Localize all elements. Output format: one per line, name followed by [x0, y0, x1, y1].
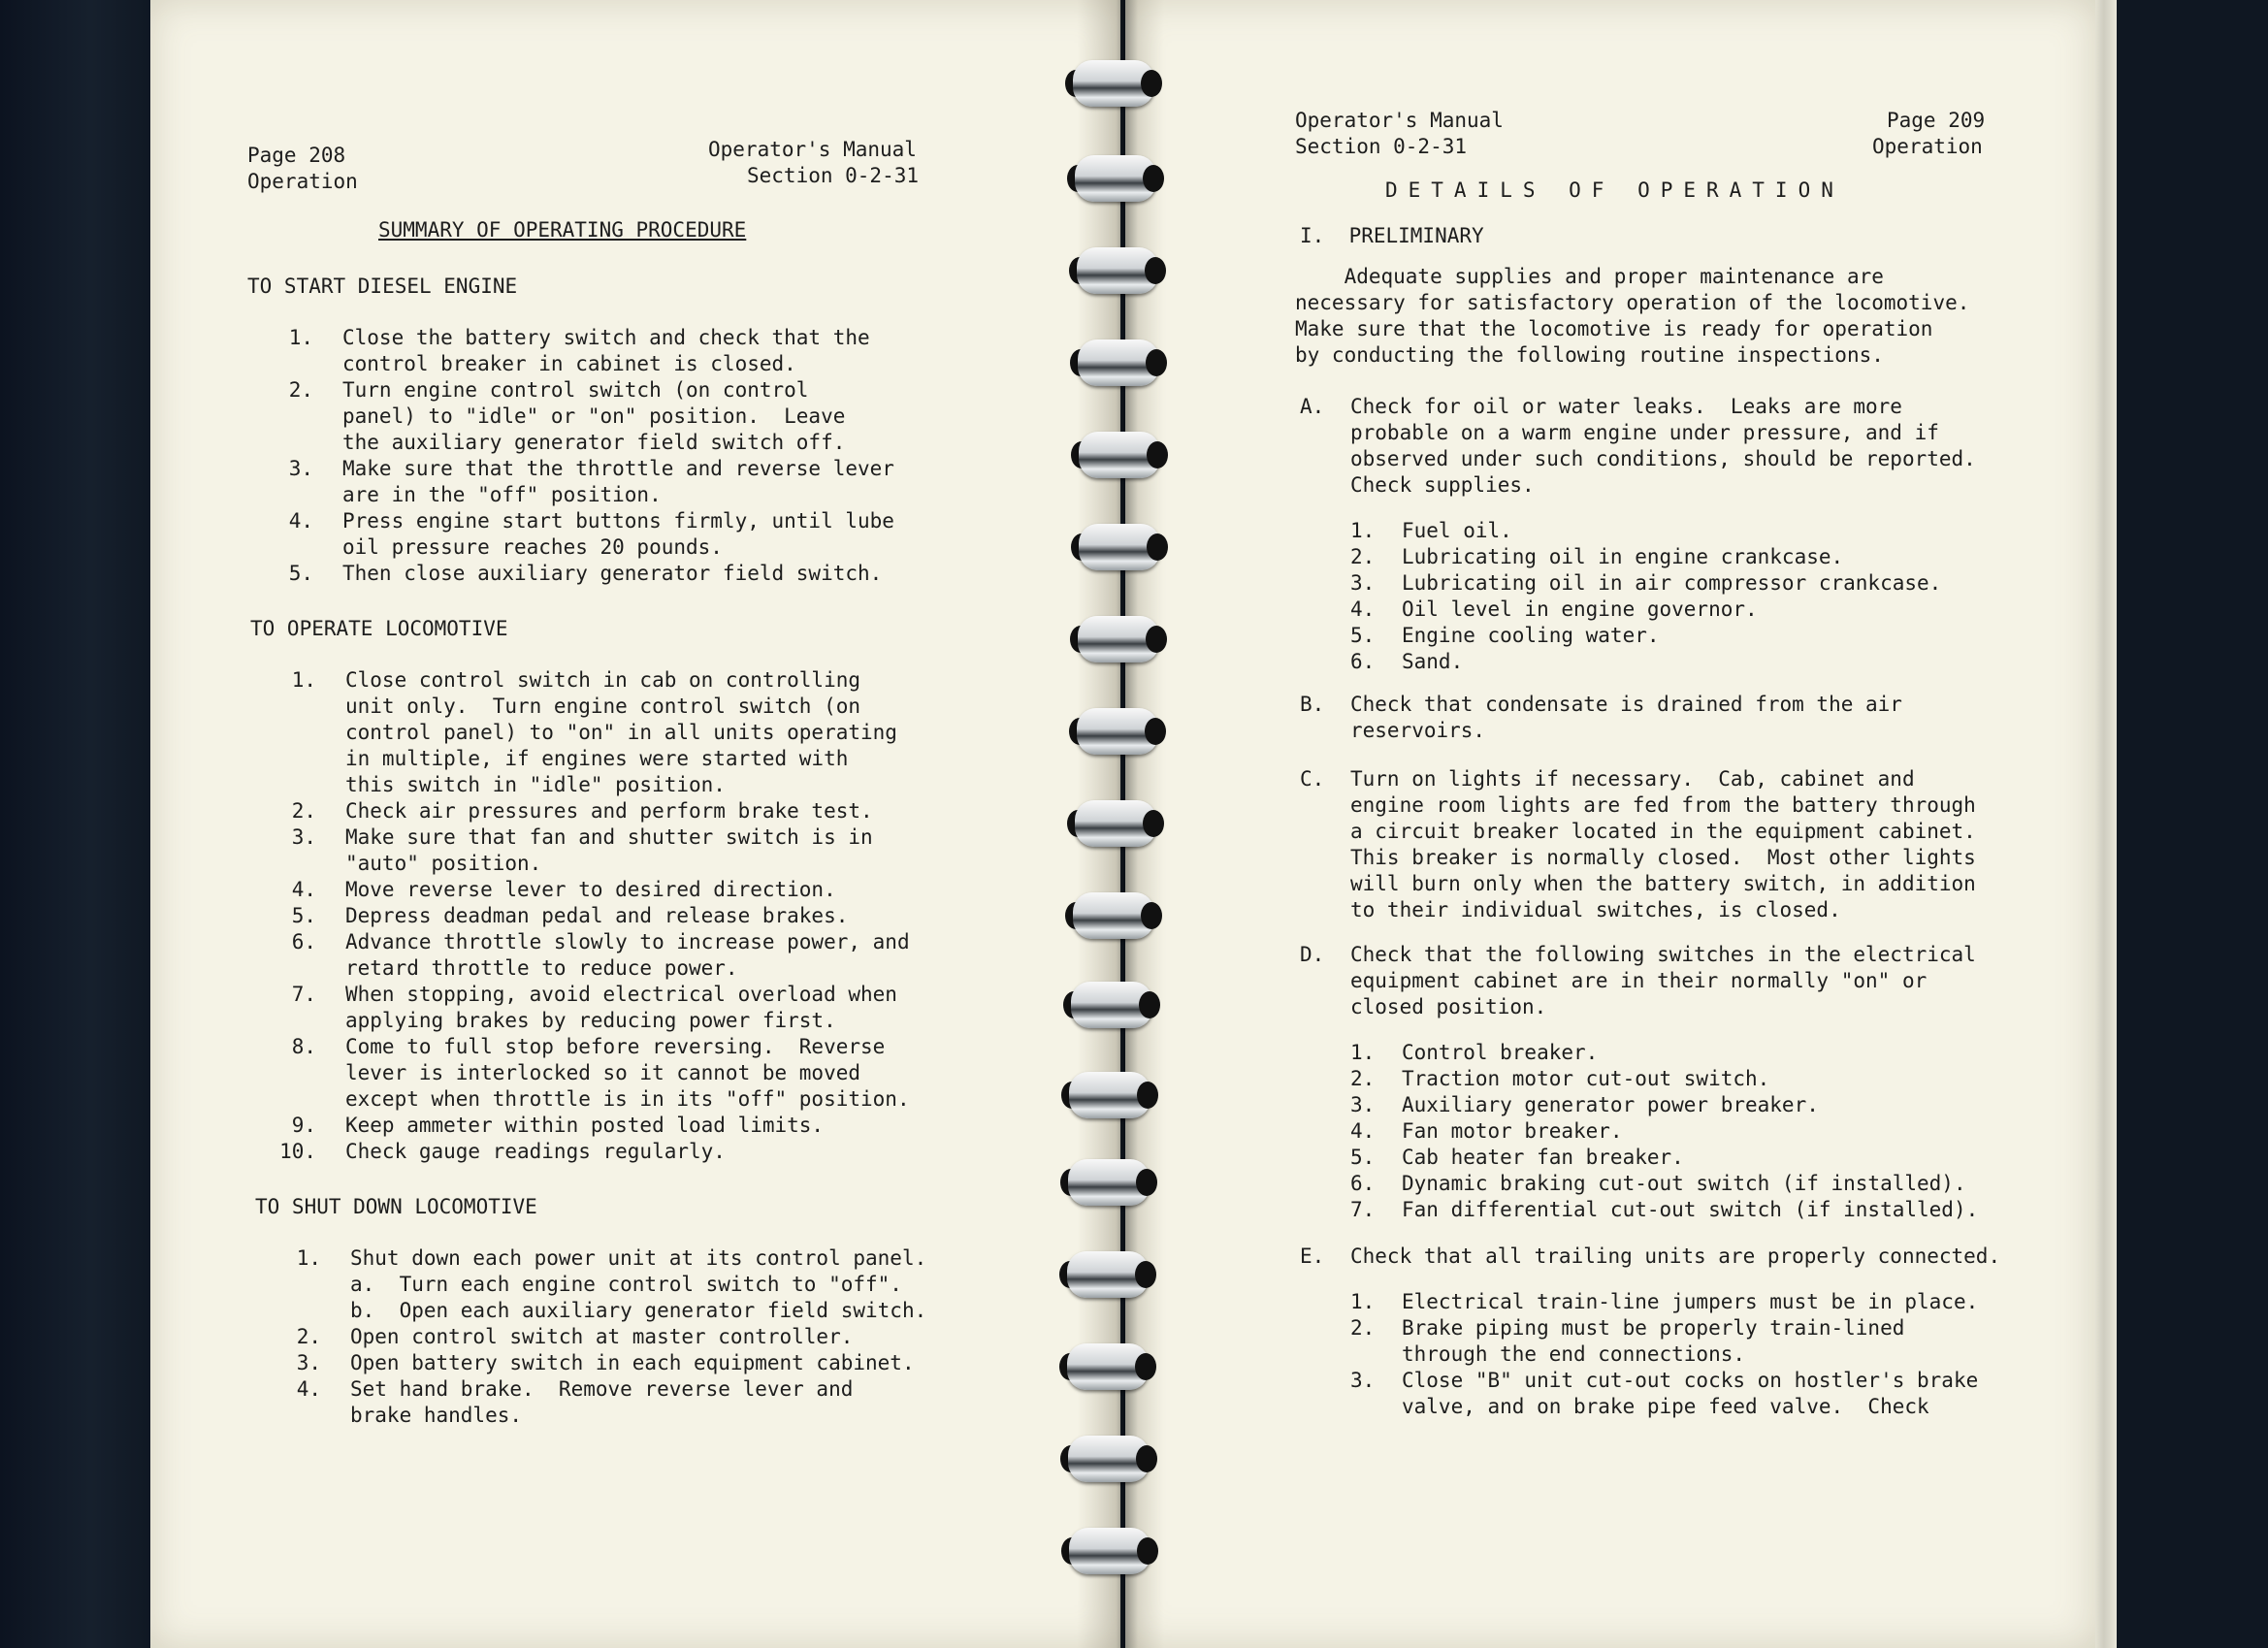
intro-line: Adequate supplies and proper maintenance are: [1295, 265, 1884, 288]
block-line: equipment cabinet are in their normally "on" or: [1350, 969, 1928, 992]
list-item-line: are in the "off" position.: [342, 483, 662, 506]
binding-ring: [1067, 800, 1164, 849]
list-item-line: Move reverse lever to desired direction.: [345, 878, 836, 901]
list-item-line: control panel) to "on" in all units operating: [345, 721, 897, 744]
list-number: 9.: [291, 1114, 316, 1137]
list-item-line: Check air pressures and perform brake test.: [345, 799, 873, 823]
list-item-line: b. Open each auxiliary generator field switch.: [350, 1299, 927, 1322]
list-item-text: Traction motor cut-out switch.: [1402, 1067, 1770, 1090]
list-item-line: Shut down each power unit at its control panel.: [350, 1246, 927, 1270]
list-item-text: Auxiliary generator power breaker.: [1402, 1093, 1819, 1116]
list-number: 5.: [1350, 1146, 1376, 1169]
list-number: 7.: [291, 983, 316, 1006]
list-number: 1.: [1350, 519, 1376, 542]
list-number: 4.: [288, 509, 313, 533]
right-section-number: Section 0-2-31: [1295, 135, 1468, 158]
block-letter: E.: [1300, 1244, 1325, 1268]
list-number: 2.: [1350, 545, 1376, 568]
block-line: engine room lights are fed from the battery through: [1350, 793, 1976, 817]
list-number: 4.: [296, 1377, 321, 1401]
list-item-line: a. Turn each engine control switch to "off".: [350, 1273, 902, 1296]
binding-ring: [1060, 1436, 1157, 1484]
block-line: observed under such conditions, should be reported.: [1350, 447, 1976, 470]
list-number: 6.: [291, 930, 316, 953]
list-item-text: Lubricating oil in engine crankcase.: [1402, 545, 1844, 568]
list-item-line: unit only. Turn engine control switch (on: [345, 695, 861, 718]
binding-ring: [1060, 1159, 1157, 1208]
list-item-text: Lubricating oil in air compressor crankcase.: [1402, 571, 1942, 595]
list-item-text: Close "B" unit cut-out cocks on hostler's brake valve, and on brake pipe feed valve. Check: [1402, 1369, 1979, 1418]
left-manual-title: Operator's Manual: [708, 138, 917, 161]
list-number: 6.: [1350, 650, 1376, 673]
list-number: 2.: [1350, 1316, 1376, 1340]
list-item-text: Electrical train-line jumpers must be in place.: [1402, 1290, 1979, 1313]
list-item-text: Cab heater fan breaker.: [1402, 1146, 1684, 1169]
block-line: Turn on lights if necessary. Cab, cabinet and: [1350, 767, 1915, 791]
list-number: 2.: [291, 799, 316, 823]
block-line: probable on a warm engine under pressure, and if: [1350, 421, 1939, 444]
list-number: 3.: [1350, 1369, 1376, 1392]
block-letter: B.: [1300, 693, 1325, 716]
list-number: 5.: [288, 562, 313, 585]
section-heading: TO SHUT DOWN LOCOMOTIVE: [255, 1195, 537, 1218]
binding-ring: [1070, 339, 1167, 388]
binding-ring: [1069, 708, 1166, 757]
left-section-number: Section 0-2-31: [747, 164, 920, 187]
list-number: 1.: [1350, 1290, 1376, 1313]
block-line: Check that all trailing units are properly connected.: [1350, 1244, 2001, 1268]
right-page-section-label: Operation: [1872, 135, 1983, 158]
section-heading-preliminary: I. PRELIMINARY: [1300, 224, 1484, 247]
list-number: 7.: [1350, 1198, 1376, 1221]
list-item-text: Control breaker.: [1402, 1041, 1599, 1064]
list-item-line: Keep ammeter within posted load limits.: [345, 1114, 825, 1137]
list-item-line: in multiple, if engines were started with: [345, 747, 849, 770]
binding-ring: [1070, 616, 1167, 664]
binding-ring: [1065, 892, 1162, 941]
list-number: 2.: [1350, 1067, 1376, 1090]
list-number: 4.: [1350, 1119, 1376, 1143]
list-item-line: lever is interlocked so it cannot be moved: [345, 1061, 861, 1084]
list-item-line: except when throttle is in its "off" position.: [345, 1087, 910, 1111]
block-line: Check for oil or water leaks. Leaks are more: [1350, 395, 1902, 418]
list-number: 1.: [291, 668, 316, 692]
list-number: 5.: [291, 904, 316, 927]
list-item-text: Sand.: [1402, 650, 1464, 673]
list-item-line: brake handles.: [350, 1404, 523, 1427]
list-item-line: retard throttle to reduce power.: [345, 956, 738, 980]
list-number: 1.: [288, 326, 313, 349]
list-number: 8.: [291, 1035, 316, 1058]
binding-ring: [1063, 982, 1160, 1030]
list-number: 1.: [296, 1246, 321, 1270]
list-number: 3.: [291, 825, 316, 849]
intro-line: by conducting the following routine inspections.: [1295, 343, 1884, 367]
list-number: 3.: [1350, 571, 1376, 595]
list-number: 3.: [296, 1351, 321, 1374]
right-manual-title: Operator's Manual: [1295, 109, 1504, 132]
list-item-line: control breaker in cabinet is closed.: [342, 352, 796, 375]
list-number: 4.: [291, 878, 316, 901]
list-item-line: Open control switch at master controller.: [350, 1325, 854, 1348]
binding-ring: [1071, 524, 1168, 572]
list-item-text: Fuel oil.: [1402, 519, 1512, 542]
block-line: Check supplies.: [1350, 473, 1535, 497]
list-item-line: When stopping, avoid electrical overload when: [345, 983, 897, 1006]
block-line: Check that condensate is drained from the air: [1350, 693, 1902, 716]
list-item-line: Set hand brake. Remove reverse lever and: [350, 1377, 854, 1401]
list-item-text: Engine cooling water.: [1402, 624, 1660, 647]
section-heading: TO START DIESEL ENGINE: [247, 275, 518, 298]
list-item-line: Advance throttle slowly to increase power, and: [345, 930, 910, 953]
list-number: 6.: [1350, 1172, 1376, 1195]
block-letter: A.: [1300, 395, 1325, 418]
right-page-title: DETAILS OF OPERATION: [1385, 178, 1844, 202]
list-item-line: the auxiliary generator field switch off.: [342, 431, 846, 454]
list-item-line: Depress deadman pedal and release brakes.: [345, 904, 849, 927]
list-item-line: oil pressure reaches 20 pounds.: [342, 535, 723, 559]
list-item-line: this switch in "idle" position.: [345, 773, 726, 796]
intro-line: necessary for satisfactory operation of the locomotive.: [1295, 291, 1970, 314]
list-item-text: Fan motor breaker.: [1402, 1119, 1623, 1143]
binding-ring: [1069, 247, 1166, 296]
list-item-line: Close the battery switch and check that the: [342, 326, 870, 349]
left-page-number: Page 208: [247, 144, 346, 167]
binding-ring: [1059, 1251, 1156, 1300]
list-item-line: applying brakes by reducing power first.: [345, 1009, 836, 1032]
list-number: 2.: [296, 1325, 321, 1348]
binding-ring: [1061, 1528, 1158, 1576]
list-item-line: Then close auxiliary generator field switch.: [342, 562, 883, 585]
left-page-section-label: Operation: [247, 170, 358, 193]
list-number: 10.: [279, 1140, 316, 1163]
list-number: 1.: [1350, 1041, 1376, 1064]
list-item-line: Make sure that fan and shutter switch is in: [345, 825, 873, 849]
block-line: to their individual switches, is closed.: [1350, 898, 1841, 921]
list-item-text: Fan differential cut-out switch (if installed).: [1402, 1198, 1979, 1221]
list-item-line: Make sure that the throttle and reverse lever: [342, 457, 894, 480]
list-item-line: Press engine start buttons firmly, until lube: [342, 509, 894, 533]
right-page: [1125, 0, 2095, 1648]
list-item-line: panel) to "idle" or "on" position. Leave: [342, 404, 846, 428]
list-item-text: Brake piping must be properly train-lined through the end connections.: [1402, 1316, 1905, 1366]
list-number: 4.: [1350, 598, 1376, 621]
left-page: [150, 0, 1120, 1648]
list-item-line: Come to full stop before reversing. Reverse: [345, 1035, 886, 1058]
binding-ring: [1065, 60, 1162, 109]
block-line: will burn only when the battery switch, in addition: [1350, 872, 1976, 895]
right-page-number: Page 209: [1887, 109, 1986, 132]
list-item-line: Turn engine control switch (on control: [342, 378, 809, 402]
block-line: a circuit breaker located in the equipment cabinet.: [1350, 820, 1976, 843]
block-line: Check that the following switches in the electrical: [1350, 943, 1976, 966]
block-letter: C.: [1300, 767, 1325, 791]
list-item-text: Dynamic braking cut-out switch (if installed).: [1402, 1172, 1966, 1195]
list-item-line: Check gauge readings regularly.: [345, 1140, 726, 1163]
block-line: closed position.: [1350, 995, 1547, 1018]
binding-ring: [1061, 1072, 1158, 1120]
list-number: 2.: [288, 378, 313, 402]
list-number: 5.: [1350, 624, 1376, 647]
list-item-text: Oil level in engine governor.: [1402, 598, 1758, 621]
block-line: This breaker is normally closed. Most other lights: [1350, 846, 1976, 869]
list-item-line: "auto" position.: [345, 852, 542, 875]
block-line: reservoirs.: [1350, 719, 1486, 742]
list-item-line: Close control switch in cab on controlling: [345, 668, 861, 692]
left-page-title: SUMMARY OF OPERATING PROCEDURE: [378, 218, 747, 242]
binding-ring: [1071, 432, 1168, 480]
section-heading: TO OPERATE LOCOMOTIVE: [250, 617, 508, 640]
block-letter: D.: [1300, 943, 1325, 966]
list-number: 3.: [1350, 1093, 1376, 1116]
list-number: 3.: [288, 457, 313, 480]
intro-line: Make sure that the locomotive is ready for operation: [1295, 317, 1933, 340]
binding-ring: [1067, 155, 1164, 204]
binding-ring: [1059, 1343, 1156, 1392]
list-item-line: Open battery switch in each equipment cabinet.: [350, 1351, 915, 1374]
